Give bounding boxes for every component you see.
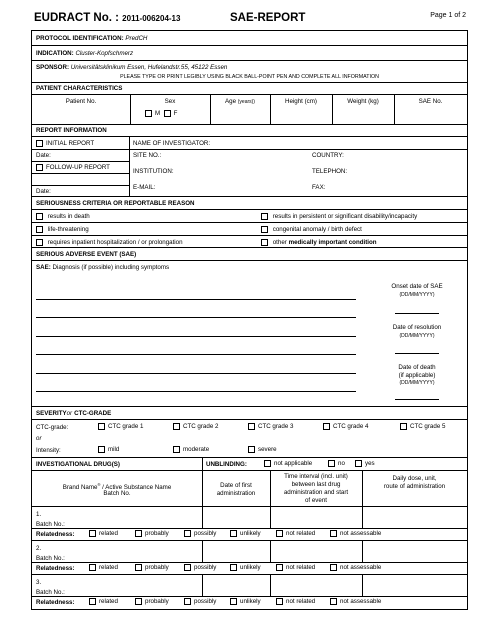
unblind-not-applicable: not applicable [264, 460, 312, 467]
ctc-grade-1: CTC grade 1 [98, 423, 143, 430]
ctc-grade-5-checkbox[interactable] [400, 423, 407, 430]
interval-header-2: between last drug [291, 481, 341, 488]
drug-entry-2 [32, 541, 467, 563]
sae-diagnosis-label: SAE: Diagnosis (if possible) including symptoms [36, 264, 170, 271]
initial-report-checkbox[interactable] [36, 140, 43, 147]
rel-probably: probably [135, 598, 169, 605]
sex-f-checkbox[interactable] [164, 110, 171, 117]
followup-report-checkbox[interactable] [36, 164, 43, 171]
rel-probably-checkbox[interactable] [135, 598, 142, 605]
rel-related: related [89, 564, 118, 571]
first-admin-header-2: administration [216, 490, 256, 497]
rel-not-related-checkbox[interactable] [276, 530, 283, 537]
eudract-number: 2011-006204-13 [122, 14, 181, 23]
rel-not-related: not related [276, 564, 315, 571]
ctc-grade-1-checkbox[interactable] [98, 423, 105, 430]
dose-header-1: Daily dose, unit, [392, 475, 437, 482]
intensity-label: Intensity: [36, 447, 61, 454]
resolution-date-label: Date of resolution [392, 324, 442, 331]
section-seriousness: SERIOUSNESS CRITERIA OR REPORTABLE REASON [32, 197, 467, 210]
criteria-hospitalization-checkbox[interactable] [36, 239, 43, 246]
site-no-label: SITE NO.: [133, 152, 162, 159]
criteria-life-threatening: life-threatening [36, 226, 89, 233]
rel-possibly-checkbox[interactable] [184, 598, 191, 605]
ctc-grade-3-checkbox[interactable] [248, 423, 255, 430]
weight-label: Weight (kg) [347, 98, 379, 105]
intensity-moderate: moderate [173, 446, 209, 453]
rel-not-assessable: not assessable [330, 530, 381, 537]
rel-unlikely: unlikely [230, 530, 261, 537]
followup-date-label: Date: [36, 188, 51, 195]
rel-unlikely: unlikely [230, 598, 261, 605]
sae-no-label: SAE No. [418, 98, 443, 105]
rel-unlikely-checkbox[interactable] [230, 564, 237, 571]
onset-date-format: (DD/MM/YYYY) [399, 292, 435, 298]
relatedness-label: Relatedness: [36, 599, 75, 606]
ctc-grade-2-checkbox[interactable] [173, 423, 180, 430]
criteria-death: results in death [36, 213, 90, 220]
protocol-id-row: PROTOCOL IDENTIFICATION: PredCH [32, 31, 467, 46]
criteria-congenital: congenital anomaly / birth defect [261, 226, 362, 233]
criteria-disability: results in persistent or significant disability/incapacity [261, 213, 417, 220]
rel-possibly: possibly [184, 564, 216, 571]
drug-column-headers [32, 471, 467, 507]
rel-not-assessable-checkbox[interactable] [330, 598, 337, 605]
intensity-moderate-checkbox[interactable] [173, 446, 180, 453]
rel-possibly: possibly [184, 530, 216, 537]
height-label: Height (cm) [285, 98, 317, 105]
sae-form [31, 30, 468, 610]
unblinding-label: UNBLINDING: [206, 461, 247, 468]
criteria-other-checkbox[interactable] [261, 239, 268, 246]
seriousness-block [32, 210, 467, 248]
investigator-label: NAME OF INVESTIGATOR: [133, 140, 211, 147]
initial-report-option: INITIAL REPORT [36, 140, 94, 147]
section-sae: SERIOUS ADVERSE EVENT (SAE) [32, 248, 467, 261]
unblind-not-applicable-checkbox[interactable] [264, 460, 271, 467]
indication-row: INDICATION: Cluster-Kopfschmerz [32, 46, 467, 61]
ctc-grade-2: CTC grade 2 [173, 423, 218, 430]
brand-name-header: Brand Name® / Active Substance Name [62, 482, 172, 492]
sex-label: Sex [164, 98, 176, 105]
relatedness-label: Relatedness: [36, 565, 75, 572]
rel-not-related: not related [276, 598, 315, 605]
rel-probably: probably [135, 564, 169, 571]
page-number: Page 1 of 2 [430, 12, 466, 19]
patient-no-label: Patient No. [65, 98, 97, 105]
intensity-severe: severe [248, 446, 277, 453]
initial-date-label: Date: [36, 152, 51, 159]
section-severity: SEVERITY or CTC-GRADE [32, 407, 467, 420]
unblind-yes-checkbox[interactable] [355, 460, 362, 467]
ctc-grade-4: CTC grade 4 [323, 423, 368, 430]
ctc-grade-4-checkbox[interactable] [323, 423, 330, 430]
drug-entry-batch-label: Batch No.: [36, 521, 65, 528]
section-report: REPORT INFORMATION [32, 125, 467, 137]
country-label: COUNTRY: [312, 152, 344, 159]
batch-no-header: Batch No. [103, 490, 131, 497]
sex-options: M F [145, 110, 177, 117]
protocol-id-value: PredCH [125, 35, 148, 42]
rel-not-related-checkbox[interactable] [276, 564, 283, 571]
death-date-format: (DD/MM/YYYY) [399, 380, 435, 386]
rel-related-checkbox[interactable] [89, 598, 96, 605]
drug-entry-batch-label: Batch No.: [36, 555, 65, 562]
criteria-death-checkbox[interactable] [36, 213, 43, 220]
drug-entry-batch-label: Batch No.: [36, 589, 65, 596]
rel-related-checkbox[interactable] [89, 530, 96, 537]
drug-entry-number: 1. [36, 511, 42, 518]
rel-unlikely-checkbox[interactable] [230, 530, 237, 537]
unblind-yes: yes [355, 460, 375, 467]
rel-not-related: not related [276, 530, 315, 537]
severity-block [32, 420, 467, 458]
ctc-grade-3: CTC grade 3 [248, 423, 293, 430]
relatedness-row-1 [32, 529, 467, 541]
ctc-grade-5: CTC grade 5 [400, 423, 445, 430]
relatedness-label: Relatedness: [36, 531, 75, 538]
death-date-label: Date of death [398, 364, 436, 371]
drug-entry-3 [32, 575, 467, 597]
rel-not-related-checkbox[interactable] [276, 598, 283, 605]
drug-entry-1 [32, 507, 467, 529]
rel-not-assessable: not assessable [330, 564, 381, 571]
interval-header-4: of event [304, 497, 328, 504]
eudract-label: EUDRACT No. : 2011-006204-13 [34, 12, 181, 24]
sponsor-row: SPONSOR: Universitätsklinikum Essen, Hufelandstr.55, 45122 Essen PLEASE TYPE OR PRINT LEGIBLY USING BLACK BALL-POINT PEN AND COMPLETE ALL INFORMATION [32, 61, 467, 83]
rel-related: related [89, 530, 118, 537]
death-date-note: (if applicable) [398, 372, 436, 379]
sponsor-value: Universitätsklinikum Essen, Hufelandstr.55, 45122 Essen [70, 64, 228, 71]
patient-row [32, 95, 467, 125]
indication-value: Cluster-Kopfschmerz [75, 50, 134, 57]
rel-related: related [89, 598, 118, 605]
dose-header-2: route of administration [383, 483, 446, 490]
rel-probably-checkbox[interactable] [135, 530, 142, 537]
rel-unlikely: unlikely [230, 564, 261, 571]
rel-not-assessable-checkbox[interactable] [330, 564, 337, 571]
page-title: SAE-REPORT [230, 12, 306, 24]
criteria-hospitalization: requires inpatient hospitalization / or prolongation [36, 239, 183, 246]
rel-possibly: possibly [184, 598, 216, 605]
rel-not-assessable: not assessable [330, 598, 381, 605]
rel-unlikely-checkbox[interactable] [230, 598, 237, 605]
onset-date-label: Onset date of SAE [391, 283, 443, 290]
relatedness-row-2 [32, 563, 467, 575]
unblind-no-checkbox[interactable] [328, 460, 335, 467]
rel-possibly-checkbox[interactable] [184, 564, 191, 571]
criteria-disability-checkbox[interactable] [261, 213, 268, 220]
email-label: E-MAIL: [133, 184, 156, 191]
rel-probably-checkbox[interactable] [135, 564, 142, 571]
relatedness-row-3 [32, 597, 467, 609]
telephone-label: TELEPHON: [312, 168, 348, 175]
interval-header-3: administration and start [283, 489, 349, 496]
sae-block [32, 261, 467, 407]
fax-label: FAX: [312, 184, 326, 191]
criteria-congenital-checkbox[interactable] [261, 226, 268, 233]
age-label: Age (years)) [225, 98, 255, 105]
intensity-mild: mild [98, 446, 119, 453]
instruction-text: PLEASE TYPE OR PRINT LEGIBLY USING BLACK BALL-POINT PEN AND COMPLETE ALL INFORMATION [120, 74, 379, 80]
rel-related-checkbox[interactable] [89, 564, 96, 571]
unblind-no: no [328, 460, 345, 467]
section-patient: PATIENT CHARACTERISTICS [32, 83, 467, 95]
drug-entry-number: 3. [36, 579, 42, 586]
institution-label: INSTITUTION: [133, 168, 174, 175]
resolution-date-format: (DD/MM/YYYY) [399, 333, 435, 339]
intensity-severe-checkbox[interactable] [248, 446, 255, 453]
rel-not-assessable-checkbox[interactable] [330, 530, 337, 537]
first-admin-header-1: Date of first [220, 482, 252, 489]
intensity-mild-checkbox[interactable] [98, 446, 105, 453]
drug-entry-number: 2. [36, 545, 42, 552]
severity-or: or [36, 435, 42, 442]
criteria-life-threatening-checkbox[interactable] [36, 226, 43, 233]
interval-header-1: Time interval (incl. unit) [284, 473, 348, 480]
rel-probably: probably [135, 530, 169, 537]
rel-possibly-checkbox[interactable] [184, 530, 191, 537]
drugs-section-title: INVESTIGATIONAL DRUG(S) [36, 461, 120, 468]
criteria-other: other medically important condition [261, 239, 377, 246]
section-drugs [32, 458, 467, 471]
report-header [34, 10, 466, 28]
ctc-grade-label: CTC-grade: [36, 424, 69, 431]
sex-m-checkbox[interactable] [145, 110, 152, 117]
followup-report-option: FOLLOW-UP REPORT [36, 164, 110, 171]
report-info-block [32, 137, 467, 197]
